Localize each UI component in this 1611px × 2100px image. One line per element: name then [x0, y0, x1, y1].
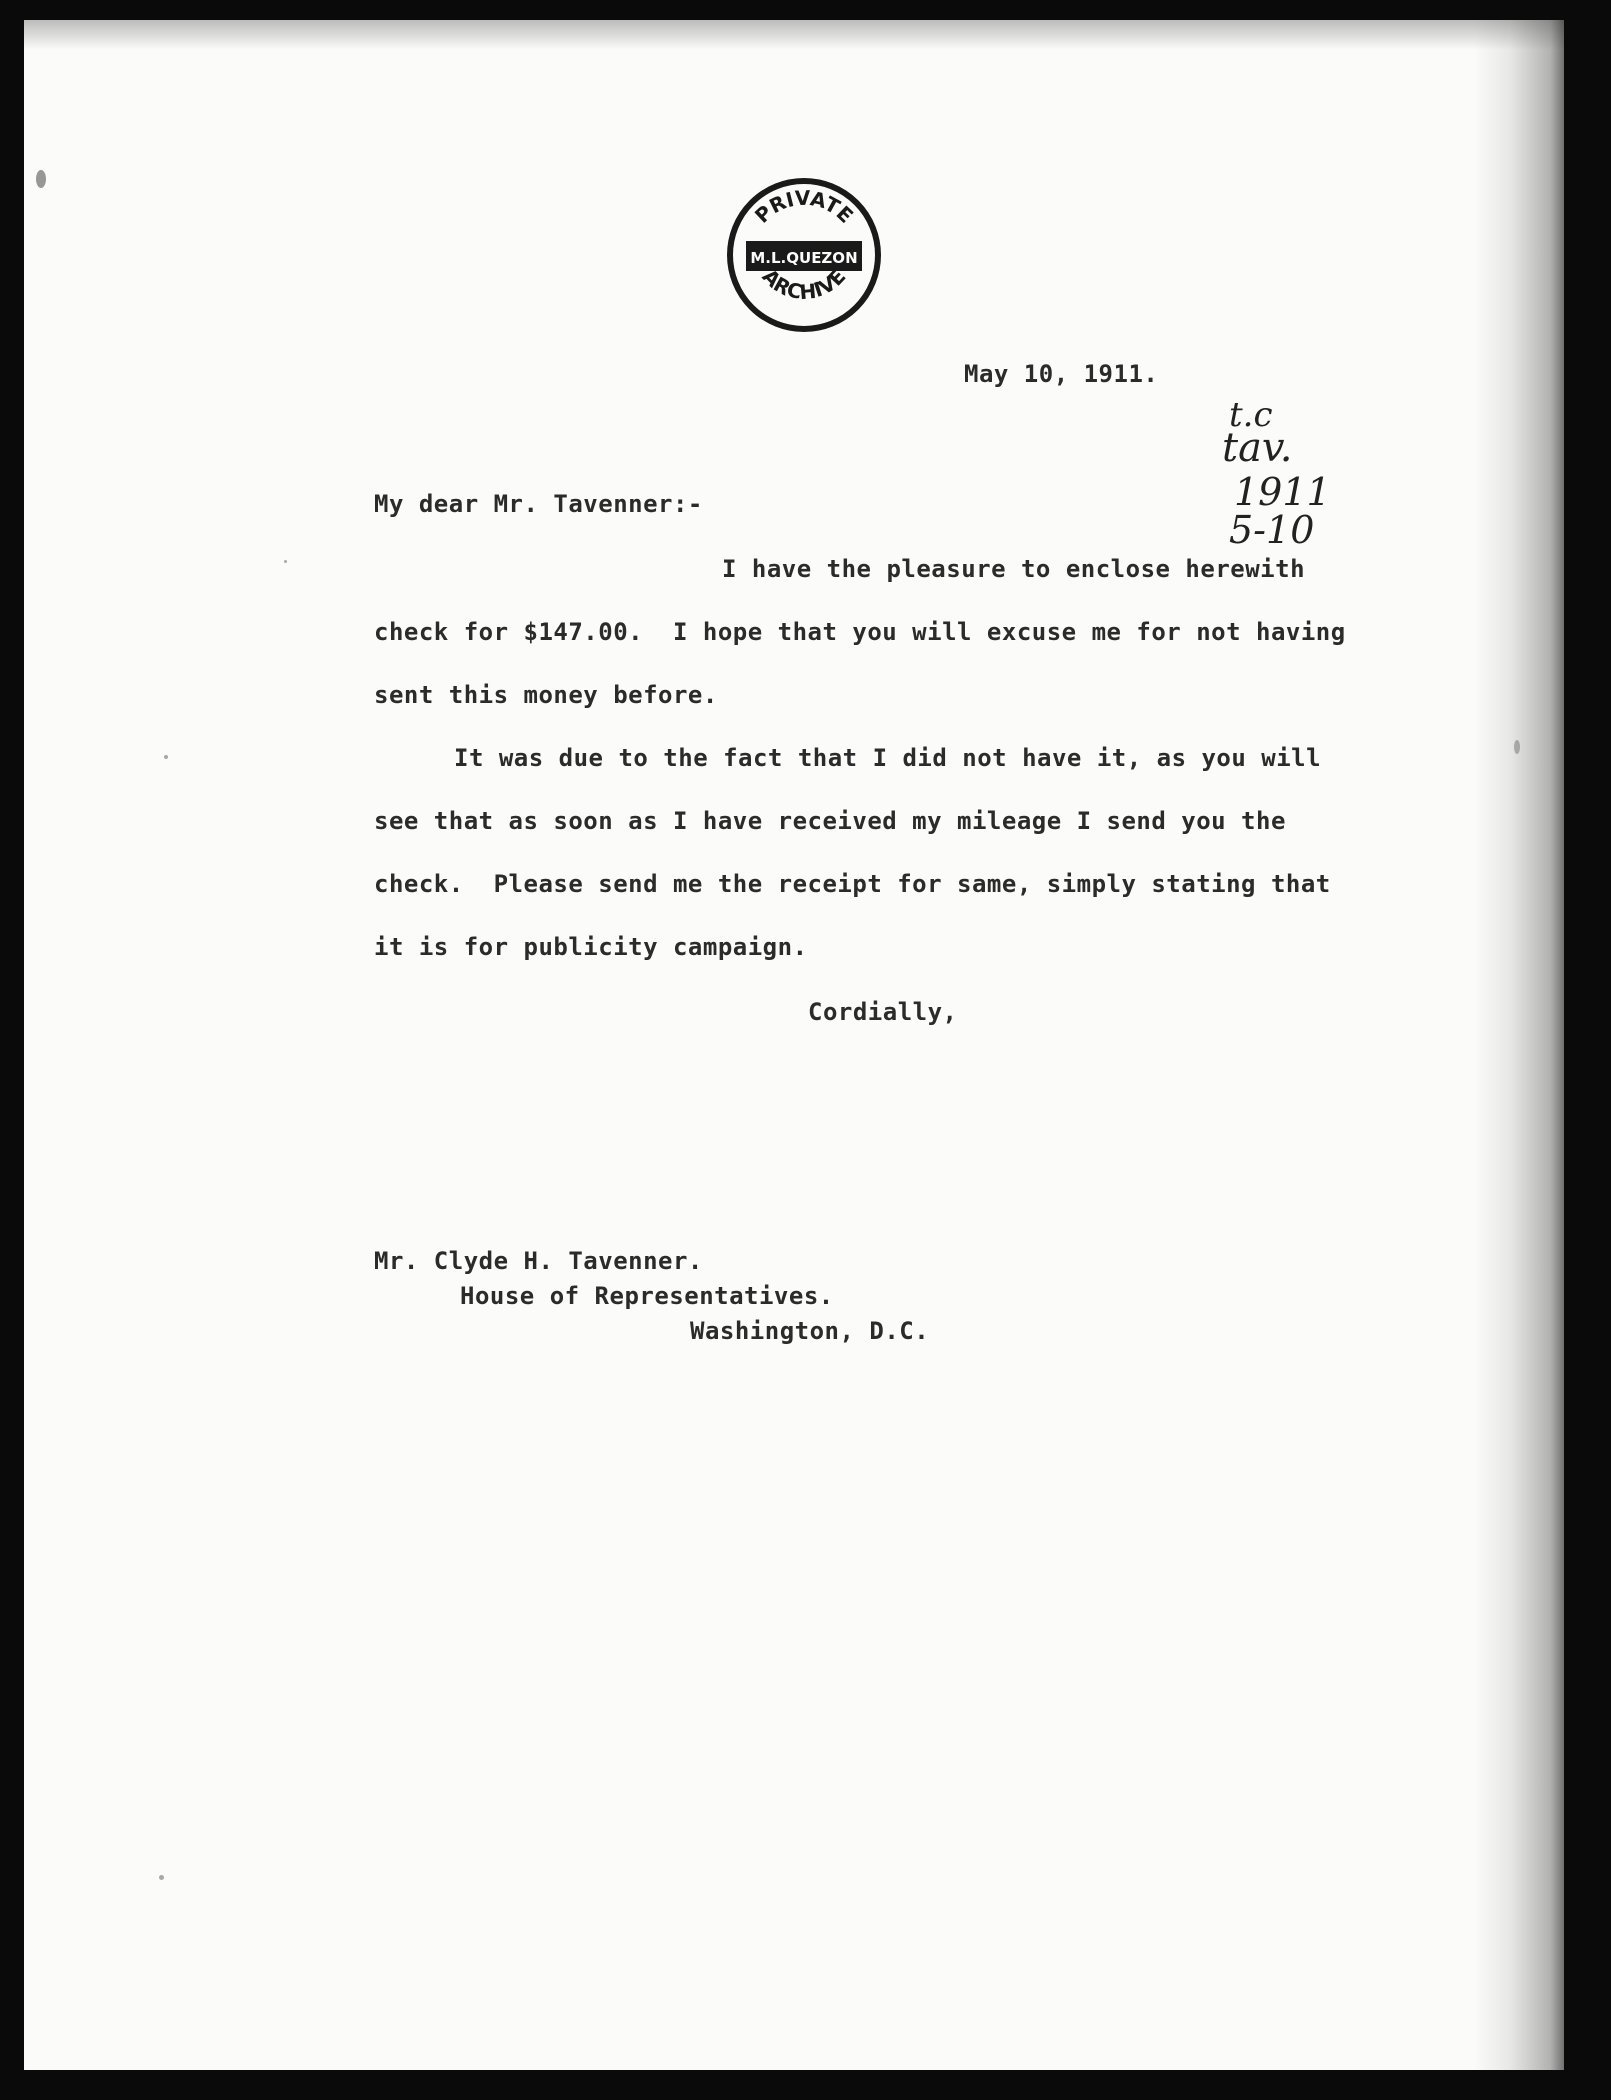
paragraph1-line2: check for $147.00. I hope that you will excuse me for not having	[374, 618, 1346, 646]
top-edge-shadow	[24, 20, 1564, 50]
paragraph2-line4: it is for publicity campaign.	[374, 933, 808, 961]
stamp-middle-text: M.L.QUEZON	[750, 249, 858, 267]
scan-speck	[164, 755, 168, 759]
recipient-office: House of Representatives.	[460, 1282, 834, 1310]
scan-speck	[1514, 740, 1520, 754]
paragraph2-line1: It was due to the fact that I did not have it, as you will	[454, 744, 1322, 772]
stamp-top-text: PRIVATE	[750, 185, 859, 228]
private-archive-stamp	[724, 175, 884, 335]
document-page	[24, 20, 1564, 2070]
stamp-bottom-text: ARCHIVE	[757, 264, 851, 305]
closing: Cordially,	[808, 998, 958, 1026]
recipient-name: Mr. Clyde H. Tavenner.	[374, 1247, 703, 1275]
paragraph1-line1: I have the pleasure to enclose herewith	[722, 555, 1306, 583]
letter-date: May 10, 1911.	[964, 360, 1159, 388]
paragraph1-line3: sent this money before.	[374, 681, 718, 709]
handwritten-note-line3: 1911	[1234, 470, 1331, 514]
salutation: My dear Mr. Tavenner:-	[374, 490, 703, 518]
recipient-city: Washington, D.C.	[690, 1317, 930, 1345]
right-edge-shadow	[1474, 20, 1564, 2070]
paragraph2-line3: check. Please send me the receipt for same, simply stating that	[374, 870, 1331, 898]
paragraph2-line2: see that as soon as I have received my mileage I send you the	[374, 807, 1286, 835]
scan-speck	[159, 1875, 164, 1880]
scan-speck	[284, 560, 287, 563]
handwritten-note-line4: 5-10	[1229, 508, 1315, 552]
handwritten-note-line1: t.c	[1229, 395, 1273, 435]
handwritten-note-line2: tav.	[1222, 425, 1293, 471]
scan-speck	[36, 170, 46, 188]
